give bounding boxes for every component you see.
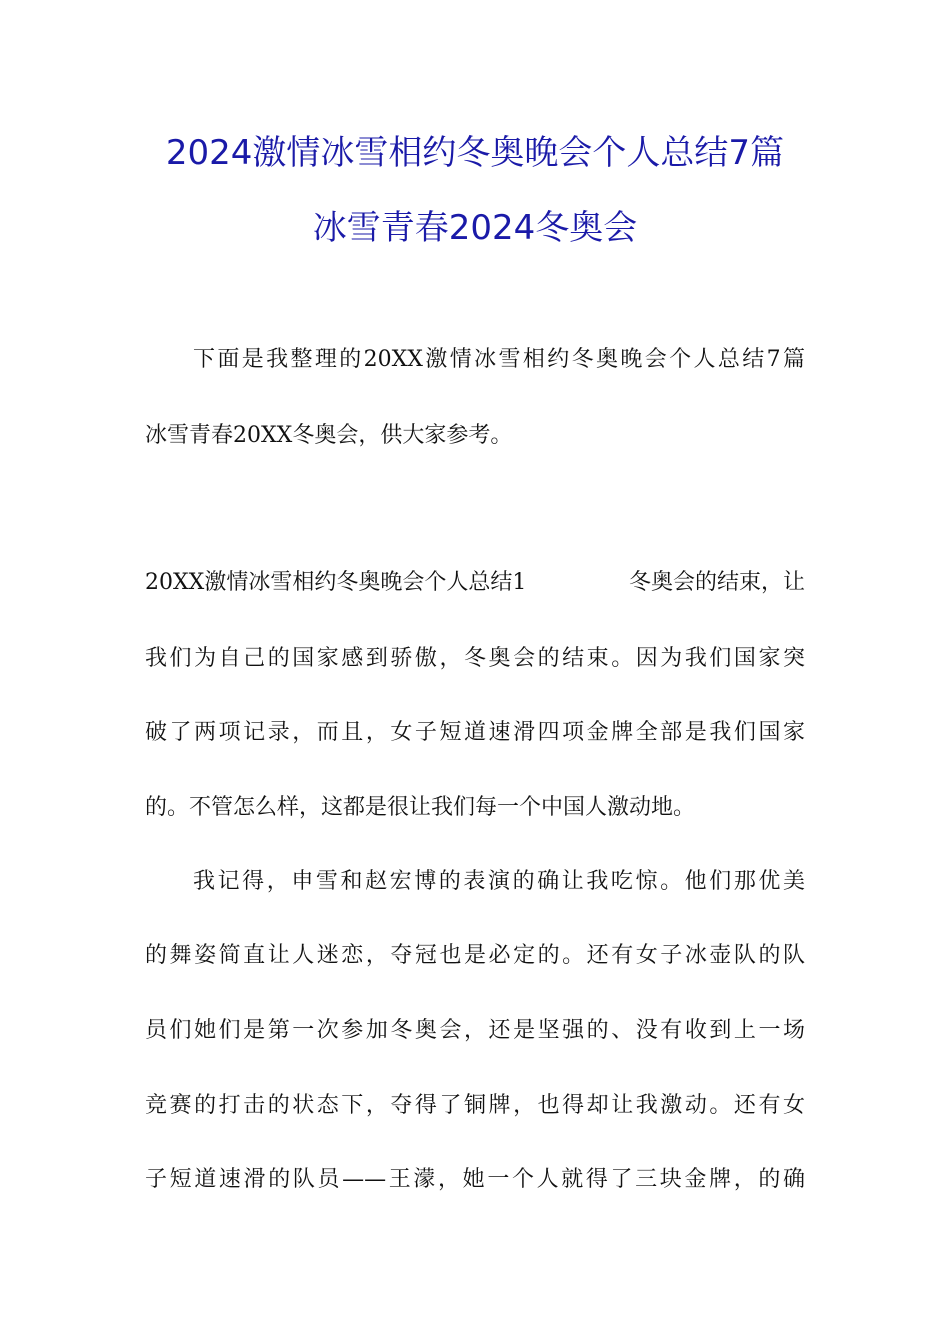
paragraph-2-line-3: 员们她们是第一次参加冬奥会，还是坚强的、没有收到上一场 <box>145 1018 805 1043</box>
section-1-line-2: 破了两项记录，而且，女子短道速滑四项金牌全部是我们国家 <box>145 720 805 745</box>
intro-line-1: 下面是我整理的20XX激情冰雪相约冬奥晚会个人总结7篇 <box>193 347 805 372</box>
document-title-line-2: 冰雪青春2024冬奥会 <box>312 208 638 248</box>
section-1-line-3: 的。不管怎么样，这都是很让我们每一个中国人激动地。 <box>145 795 696 820</box>
intro-line-2: 冰雪青春20XX冬奥会，供大家参考。 <box>145 423 513 448</box>
section-1-heading: 20XX激情冰雪相约冬奥晚会个人总结1 <box>145 570 527 595</box>
document-title-line-1: 2024激情冰雪相约冬奥晚会个人总结7篇 <box>165 133 785 173</box>
paragraph-2-line-5: 子短道速滑的队员——王濛，她一个人就得了三块金牌，的确 <box>145 1167 805 1192</box>
section-1-heading-line <box>145 567 805 599</box>
paragraph-2-line-1: 我记得，申雪和赵宏博的表演的确让我吃惊。他们那优美 <box>193 869 805 894</box>
section-1-line-1: 我们为自己的国家感到骄傲，冬奥会的结束。因为我们国家突 <box>145 646 805 671</box>
section-1-heading-tail: 冬奥会的结束，让 <box>628 570 805 595</box>
paragraph-2-line-2: 的舞姿简直让人迷恋，夺冠也是必定的。还有女子冰壶队的队 <box>145 943 805 968</box>
paragraph-2-line-4: 竞赛的打击的状态下，夺得了铜牌，也得却让我激动。还有女 <box>145 1093 805 1118</box>
